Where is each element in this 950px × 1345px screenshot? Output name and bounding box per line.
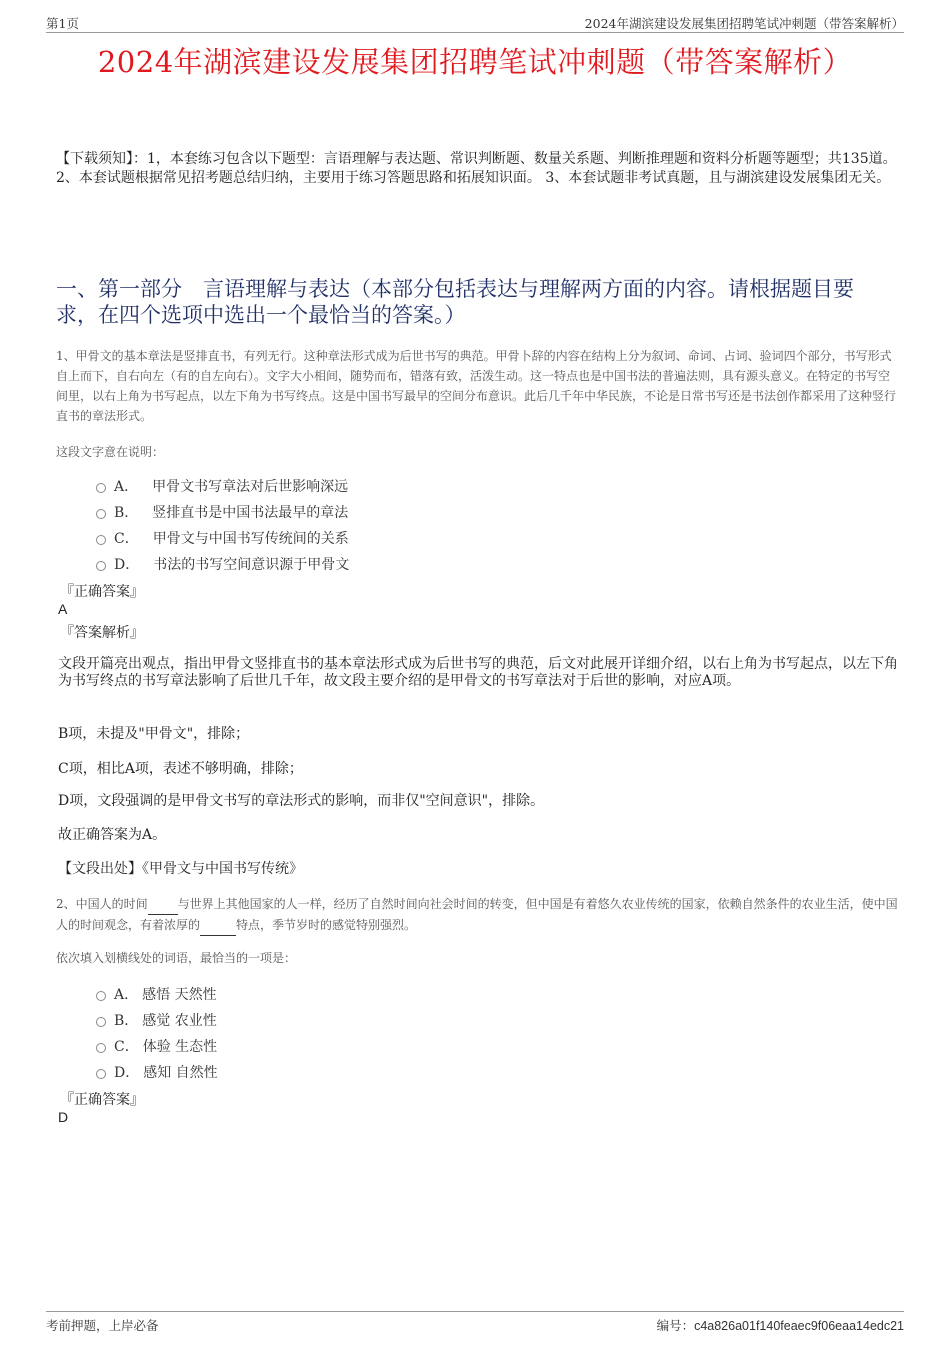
radio-icon[interactable] [96, 991, 106, 1001]
question-2-options [96, 981, 218, 1085]
option-text: 感觉 农业性 [142, 1013, 217, 1029]
correct-answer-label: 『正确答案』 [60, 1092, 144, 1108]
analysis-label: 『答案解析』 [60, 625, 144, 641]
analysis-paragraph: D项，文段强调的是甲骨文书写的章法形式的影响，而非仅"空间意识"，排除。 [58, 793, 545, 809]
option-text: 感悟 天然性 [142, 987, 217, 1003]
option-text: 体验 生态性 [142, 1039, 218, 1055]
option-letter: D． [114, 557, 140, 573]
analysis-paragraph: 文段开篇亮出观点，指出甲骨文竖排直书的基本章法形式成为后世书写的典范，后文对此展开详细介绍，以右上角为书写起点，以左下角为书写终点的书写章法影响了后世几千年，故文段主要介绍的是甲骨文的书写章法对于后世的影响，对应A项。 [58, 656, 898, 689]
option-c[interactable] [96, 1033, 218, 1059]
page-footer [46, 1311, 904, 1333]
option-letter: C． [114, 531, 139, 547]
option-a[interactable] [96, 473, 349, 499]
option-b[interactable] [96, 499, 349, 525]
correct-answer-label: 『正确答案』 [60, 584, 144, 600]
correct-answer: D [58, 1109, 69, 1125]
option-c[interactable] [96, 525, 349, 551]
analysis-conclusion: 故正确答案为A。 [58, 827, 167, 843]
footer-code: 编号：c4a826a01f140feaec9f06eaa14edc21 [656, 1318, 904, 1333]
option-letter: B． [114, 505, 139, 521]
radio-icon[interactable] [96, 561, 106, 571]
option-text: 甲骨文与中国书写传统间的关系 [152, 531, 349, 547]
page-header [46, 14, 904, 33]
page-number: 第1页 [46, 16, 79, 31]
radio-icon[interactable] [96, 1043, 106, 1053]
correct-answer: A [58, 601, 68, 617]
option-text: 甲骨文书写章法对后世影响深远 [152, 479, 349, 495]
blank-2 [200, 915, 236, 936]
option-letter: C． [114, 1039, 139, 1055]
passage-source: 【文段出处】《甲骨文与中国书写传统》 [58, 861, 303, 877]
header-doc-title: 2024年湖滨建设发展集团招聘笔试冲刺题（带答案解析） [584, 16, 904, 31]
radio-icon[interactable] [96, 1069, 106, 1079]
question-2-prompt: 依次填入划横线处的词语，最恰当的一项是： [56, 951, 297, 965]
option-text: 书法的书写空间意识源于甲骨文 [153, 557, 350, 573]
option-letter: A． [114, 987, 139, 1003]
option-letter: A． [114, 479, 139, 495]
option-text: 竖排直书是中国书法最早的章法 [152, 505, 349, 521]
download-notice: 【下载须知】：1，本套练习包含以下题型：言语理解与表达题、常识判断题、数量关系题、判断推理题和资料分析题等题型；共135道。 2、本套试题根据常见招考题总结归纳，主要用于练习答题思路和拓展知识面。 3、本套试题非考试真题，且与湖滨建设发展集团无关。 [56, 151, 897, 186]
option-b[interactable] [96, 1007, 218, 1033]
question-1-options [96, 473, 349, 577]
radio-icon[interactable] [96, 1017, 106, 1027]
option-a[interactable] [96, 981, 218, 1007]
analysis-paragraph: C项，相比A项，表述不够明确，排除； [58, 761, 303, 777]
document-title: 2024年湖滨建设发展集团招聘笔试冲刺题（带答案解析） [97, 45, 853, 79]
question-2-text: 2、中国人的时间 与世界上其他国家的人一样，经历了自然时间向社会时间的转变，但中国是有着悠久农业传统的国家，依赖自然条件的农业生活，使中国人的时间观念，有着浓厚的 特点，季节岁时的感觉特别强烈。 [56, 894, 898, 936]
footer-slogan: 考前押题，上岸必备 [46, 1318, 159, 1333]
option-letter: B． [114, 1013, 139, 1029]
analysis-paragraph: B项，未提及"甲骨文"，排除； [58, 726, 250, 742]
option-text: 感知 自然性 [143, 1065, 218, 1081]
radio-icon[interactable] [96, 509, 106, 519]
option-d[interactable] [96, 551, 349, 577]
radio-icon[interactable] [96, 535, 106, 545]
blank-1 [148, 894, 178, 915]
option-d[interactable] [96, 1059, 218, 1085]
section-title: 一、第一部分 言语理解与表达（本部分包括表达与理解两方面的内容。请根据题目要求，在四个选项中选出一个最恰当的答案。） [56, 277, 854, 327]
radio-icon[interactable] [96, 483, 106, 493]
question-1-text: 1、甲骨文的基本章法是竖排直书，有列无行。这种章法形式成为后世书写的典范。甲骨卜辞的内容在结构上分为叙词、命词、占词、验词四个部分，书写形式自上而下，自右向左（有的自左向右）。文字大小相间，随势而布，错落有致，活泼生动。这一特点也是中国书法的普遍法则，具有源头意义。在特定的书写空间里，以右上角为书写起点，以左下角为书写终点。这是中国书写最早的空间分布意识。此后几千年中华民族，不论是日常书写还是书法创作都采用了这种竖行直书的章法形式。 [56, 349, 897, 423]
option-letter: D． [114, 1065, 140, 1081]
question-1-prompt: 这段文字意在说明： [56, 445, 165, 459]
